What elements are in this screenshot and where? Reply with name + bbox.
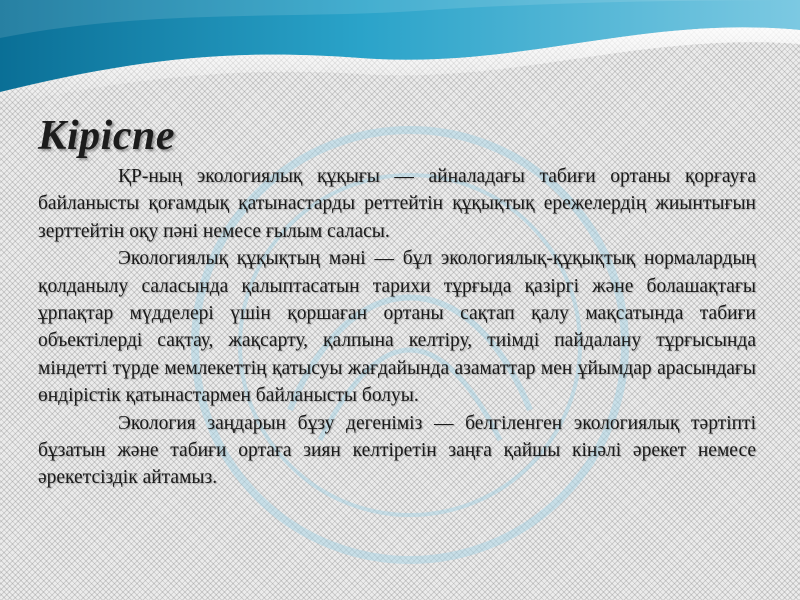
- slide-title: Кіріспе: [38, 113, 175, 159]
- paragraph-violation: Экология заңдарын бұзу дегеніміз — белгіленген экологиялық тәртіпті бұзатын және табиғи ортаға зиян келтіретін заңға қайшы кінәлі әрекет немесе әрекетсіздік айтамыз.: [38, 412, 756, 489]
- paragraph-essence: Экологиялық құқықтың мәні — бұл экологиялық-құқықтық нормалардың қолданылу саласында қалыптасатын тарихи тұрғыда қазіргі және болашақтағы ұрпақтар мүдделері үшін қоршаған ортаны сақтап қалу мақсатында табиғи объектілерді сақтау, жақсарту, қалпына келтіру, тиімді пайдалану тұрғысында міндетті түрде мемлекеттің қатысуы жағдайында азаматтар мен ұйымдар арасындағы өндірістік қатынастармен байланысты болуы.: [38, 248, 756, 407]
- body-text: [38, 163, 756, 492]
- paragraph-definition: ҚР-ның экологиялық құқығы — айналадағы табиғи ортаны қорғауға байланысты қоғамдық қатынастарды реттейтін құқықтық ережелердің жиынтығын зерттейтін оқу пәні немесе ғылым саласы.: [38, 166, 756, 242]
- top-wave-banner: [0, 0, 800, 110]
